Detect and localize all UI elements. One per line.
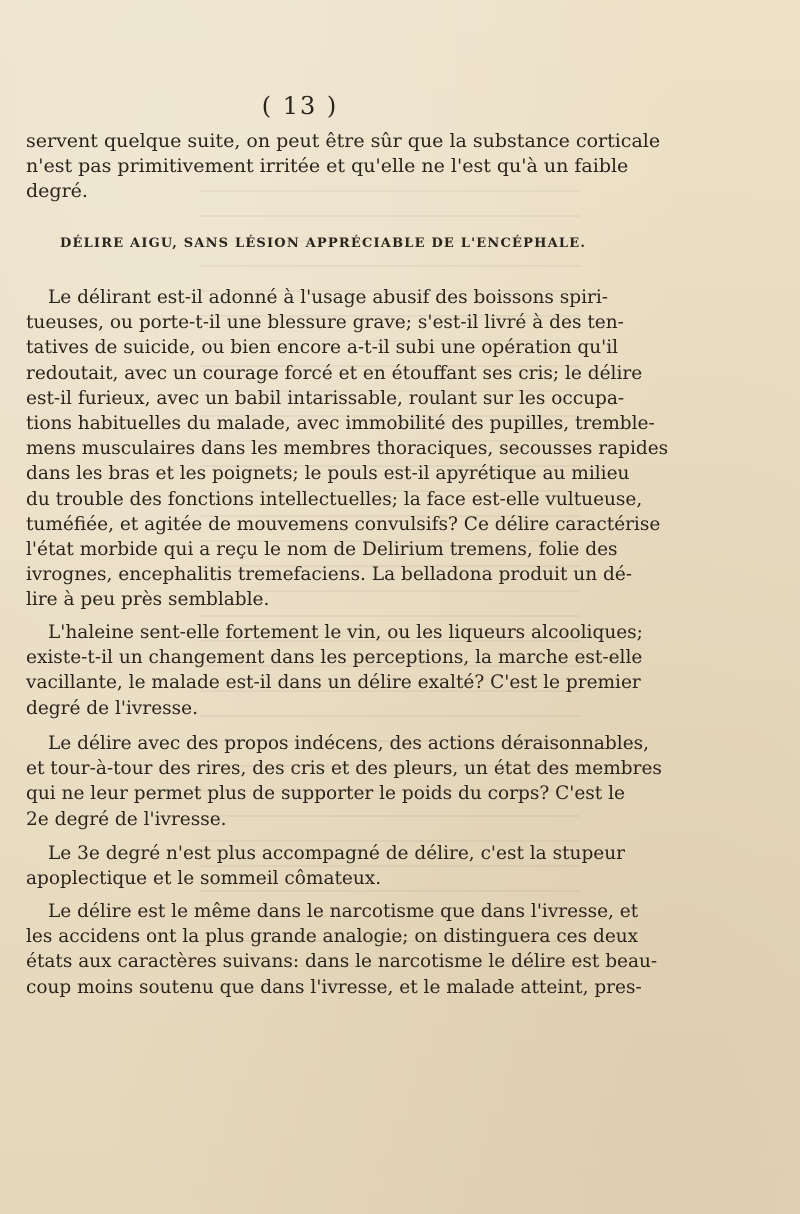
text-line: mens musculaires dans les membres thoraciques, secousses rapides	[26, 438, 669, 460]
text-line: ivrognes, encephalitis tremefaciens. La belladona produit un dé-	[26, 564, 633, 586]
paragraph	[26, 731, 662, 832]
text-line: lire à peu près semblable.	[26, 589, 270, 611]
paragraph	[26, 620, 643, 721]
paragraph	[26, 841, 625, 891]
text-line: 2e degré de l'ivresse.	[26, 808, 227, 830]
text-line: états aux caractères suivans: dans le narcotisme le délire est beau-	[26, 951, 658, 973]
text-line: degré.	[26, 180, 88, 202]
text-line: redoutait, avec un courage forcé et en étouffant ses cris; le délire	[26, 362, 643, 384]
text-line: Le délirant est-il adonné à l'usage abusif des boissons spiri-	[48, 287, 609, 308]
text-line: vacillante, le malade est-il dans un délire exalté? C'est le premier	[26, 672, 641, 694]
text-line: et tour-à-tour des rires, des cris et des pleurs, un état des membres	[26, 758, 662, 780]
text-line: du trouble des fonctions intellectuelles; la face est-elle vultueuse,	[26, 488, 643, 510]
text-line: l'état morbide qui a reçu le nom de Delirium tremens, folie des	[26, 539, 618, 561]
text-line: qui ne leur permet plus de supporter le poids du corps? C'est le	[26, 783, 625, 805]
text-line: tuméfiée, et agitée de mouvemens convulsifs? Ce délire caractérise	[26, 513, 661, 535]
text-line: L'haleine sent-elle fortement le vin, ou les liqueurs alcooliques;	[48, 622, 643, 643]
text-line: est-il furieux, avec un babil intarissable, roulant sur les occupa-	[26, 387, 625, 409]
text-line: tatives de suicide, ou bien encore a-t-il subi une opération qu'il	[26, 337, 619, 359]
text-line: tions habituelles du malade, avec immobilité des pupilles, tremble-	[26, 413, 655, 435]
paragraph	[26, 899, 658, 1000]
text-line: coup moins soutenu que dans l'ivresse, et le malade atteint, pres-	[26, 976, 642, 998]
text-line: n'est pas primitivement irritée et qu'elle ne l'est qu'à un faible	[26, 155, 629, 177]
text-line: Le 3e degré n'est plus accompagné de délire, c'est la stupeur	[48, 843, 625, 864]
text-line: existe-t-il un changement dans les perceptions, la marche est-elle	[26, 647, 643, 669]
text-line: servent quelque suite, on peut être sûr que la substance corticale	[26, 130, 661, 152]
text-line: tueuses, ou porte-t-il une blessure grave; s'est-il livré à des ten-	[26, 312, 624, 334]
page-number: ( 13 )	[261, 92, 339, 120]
text-line: degré de l'ivresse.	[26, 697, 198, 719]
text-line: Le délire avec des propos indécens, des actions déraisonnables,	[48, 733, 650, 754]
text-line: Le délire est le même dans le narcotisme que dans l'ivresse, et	[48, 901, 639, 922]
text-line: les accidens ont la plus grande analogie; on distinguera ces deux	[26, 926, 639, 948]
text-line: apoplectique et le sommeil cômateux.	[26, 868, 382, 890]
continuation-text	[26, 129, 661, 204]
section-heading: DÉLIRE AIGU, SANS LÉSION APPRÉCIABLE DE L'ENCÉPHALE.	[60, 236, 587, 251]
paragraph	[26, 285, 669, 613]
text-line: dans les bras et les poignets; le pouls est-il apyrétique au milieu	[26, 463, 630, 485]
